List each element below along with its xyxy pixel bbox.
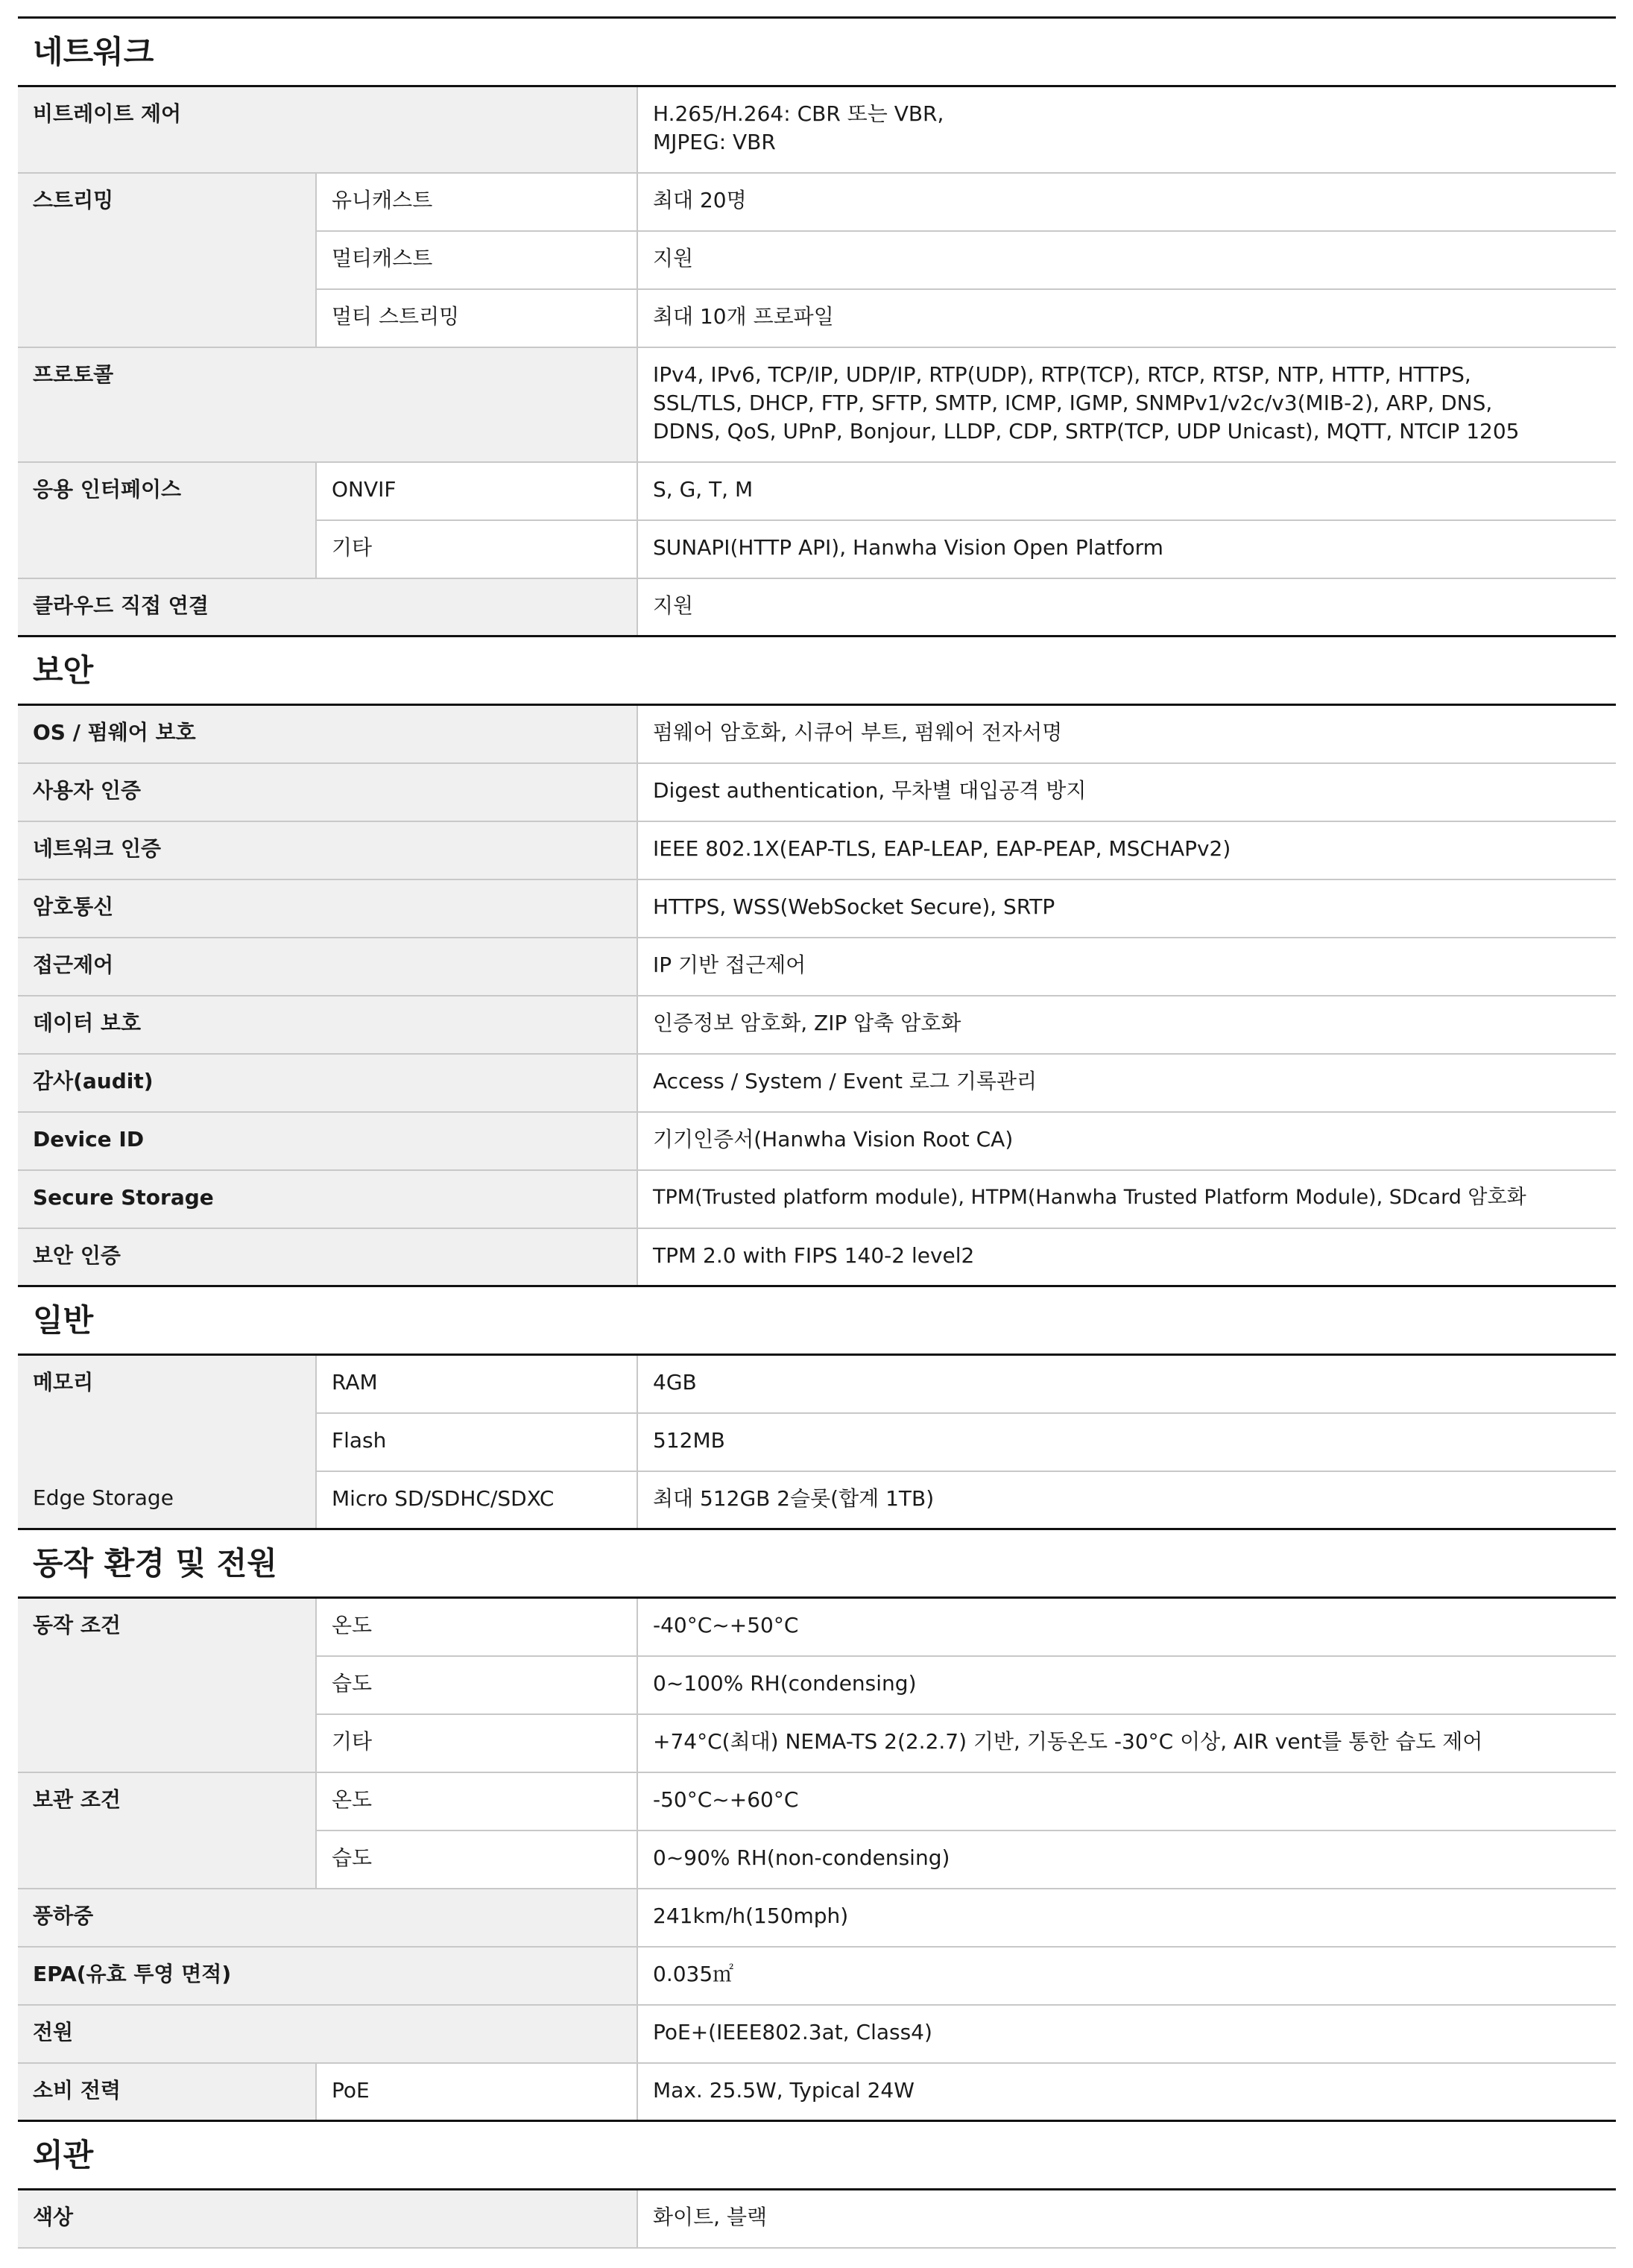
- value-operating-humidity: 0~100% RH(condensing): [637, 1656, 1616, 1714]
- value-power-consumption: Max. 25.5W, Typical 24W: [637, 2063, 1616, 2121]
- label-unicast: 유니캐스트: [316, 173, 637, 231]
- section-title-environment: 동작 환경 및 전원: [18, 1529, 1616, 1598]
- value-edge-storage: 최대 512GB 2슬롯(합계 1TB): [637, 1471, 1616, 1529]
- row-power: [18, 2005, 1616, 2063]
- row-user-auth: [18, 763, 1616, 821]
- row-bitrate: [18, 86, 1616, 173]
- label-epa: EPA(유효 투영 면적): [18, 1947, 637, 2005]
- label-multicast: 멀티캐스트: [316, 231, 637, 289]
- label-app-interface: 응용 인터페이스: [18, 462, 316, 578]
- section-general: [18, 1286, 1616, 1355]
- spec-sheet: [18, 16, 1616, 2249]
- row-secure-storage: [18, 1170, 1616, 1228]
- value-interface-other: SUNAPI(HTTP API), Hanwha Vision Open Platform: [637, 520, 1616, 578]
- row-encryption: [18, 879, 1616, 938]
- label-audit: 감사(audit): [18, 1054, 637, 1112]
- row-certification: [18, 1228, 1616, 1286]
- label-poe: PoE: [316, 2063, 637, 2121]
- label-storage-condition: 보관 조건: [18, 1772, 316, 1889]
- value-audit: Access / System / Event 로그 기록관리: [637, 1054, 1616, 1112]
- value-storage-temperature: -50°C~+60°C: [637, 1772, 1616, 1830]
- value-network-auth: IEEE 802.1X(EAP-TLS, EAP-LEAP, EAP-PEAP, MSCHAPv2): [637, 821, 1616, 879]
- row-cloud: [18, 578, 1616, 637]
- value-operating-other: +74°C(최대) NEMA-TS 2(2.2.7) 기반, 기동온도 -30°C 이상, AIR vent를 통한 습도 제어: [637, 1714, 1616, 1772]
- value-unicast: 최대 20명: [637, 173, 1616, 231]
- value-multi-streaming: 최대 10개 프로파일: [637, 289, 1616, 347]
- value-operating-temperature: -40°C~+50°C: [637, 1598, 1616, 1656]
- row-audit: [18, 1054, 1616, 1112]
- value-color: 화이트, 블랙: [637, 2190, 1616, 2248]
- row-interface-onvif: [18, 462, 1616, 520]
- label-storage-temperature: 온도: [316, 1772, 637, 1830]
- label-interface-other: 기타: [316, 520, 637, 578]
- section-title-appearance: 외관: [18, 2121, 1616, 2190]
- value-onvif: S, G, T, M: [637, 462, 1616, 520]
- label-operating-humidity: 습도: [316, 1656, 637, 1714]
- value-bitrate-line2: MJPEG: VBR: [653, 130, 776, 154]
- label-protocol: 프로토콜: [18, 347, 637, 462]
- label-secure-storage: Secure Storage: [18, 1170, 637, 1228]
- value-certification: TPM 2.0 with FIPS 140-2 level2: [637, 1228, 1616, 1286]
- value-wind-load: 241km/h(150mph): [637, 1889, 1616, 1947]
- label-device-id: Device ID: [18, 1112, 637, 1170]
- value-encryption: HTTPS, WSS(WebSocket Secure), SRTP: [637, 879, 1616, 938]
- label-ram: RAM: [316, 1355, 637, 1413]
- value-ram: 4GB: [637, 1355, 1616, 1413]
- label-streaming: 스트리밍: [18, 173, 316, 347]
- label-encryption: 암호통신: [18, 879, 637, 938]
- value-protocol-line2: SSL/TLS, DHCP, FTP, SFTP, SMTP, ICMP, IGMP, SNMPv1/v2c/v3(MIB-2), ARP, DNS,: [653, 390, 1493, 415]
- value-epa: 0.035㎡: [637, 1947, 1616, 2005]
- label-bitrate: 비트레이트 제어: [18, 86, 637, 173]
- value-cloud: 지원: [637, 578, 1616, 637]
- section-network: [18, 18, 1616, 86]
- row-protocol: [18, 347, 1616, 462]
- value-access-control: IP 기반 접근제어: [637, 938, 1616, 996]
- row-memory-ram: [18, 1355, 1616, 1413]
- value-data-protection: 인증정보 암호화, ZIP 압축 암호화: [637, 996, 1616, 1054]
- row-color: [18, 2190, 1616, 2248]
- section-security: [18, 637, 1616, 705]
- row-os-firmware: [18, 705, 1616, 763]
- value-bitrate-line1: H.265/H.264: CBR 또는 VBR,: [653, 101, 944, 126]
- label-cloud: 클라우드 직접 연결: [18, 578, 637, 637]
- label-onvif: ONVIF: [316, 462, 637, 520]
- value-os-firmware: 펌웨어 암호화, 시큐어 부트, 펌웨어 전자서명: [637, 705, 1616, 763]
- spec-table: [18, 16, 1616, 2249]
- row-streaming-unicast: [18, 173, 1616, 231]
- label-power: 전원: [18, 2005, 637, 2063]
- row-power-consumption: [18, 2063, 1616, 2121]
- label-wind-load: 풍하중: [18, 1889, 637, 1947]
- label-power-consumption: 소비 전력: [18, 2063, 316, 2121]
- value-user-auth: Digest authentication, 무차별 대입공격 방지: [637, 763, 1616, 821]
- value-flash: 512MB: [637, 1413, 1616, 1471]
- row-edge-storage: [18, 1471, 1616, 1529]
- label-operating: 동작 조건: [18, 1598, 316, 1772]
- label-user-auth: 사용자 인증: [18, 763, 637, 821]
- label-memory: 메모리: [18, 1355, 316, 1471]
- section-appearance: [18, 2121, 1616, 2190]
- row-data-protection: [18, 996, 1616, 1054]
- label-color: 색상: [18, 2190, 637, 2248]
- section-title-network: 네트워크: [18, 18, 1616, 86]
- label-access-control: 접근제어: [18, 938, 637, 996]
- label-operating-temperature: 온도: [316, 1598, 637, 1656]
- label-multi-streaming: 멀티 스트리밍: [316, 289, 637, 347]
- section-environment: [18, 1529, 1616, 1598]
- value-secure-storage: TPM(Trusted platform module), HTPM(Hanwha Trusted Platform Module), SDcard 암호화: [637, 1170, 1616, 1228]
- row-network-auth: [18, 821, 1616, 879]
- row-wind-load: [18, 1889, 1616, 1947]
- label-network-auth: 네트워크 인증: [18, 821, 637, 879]
- label-os-firmware: OS / 펌웨어 보호: [18, 705, 637, 763]
- row-access-control: [18, 938, 1616, 996]
- label-storage-humidity: 습도: [316, 1830, 637, 1889]
- value-bitrate: [637, 86, 1616, 173]
- section-title-general: 일반: [18, 1286, 1616, 1355]
- value-protocol-line3: DDNS, QoS, UPnP, Bonjour, LLDP, CDP, SRTP(TCP, UDP Unicast), MQTT, NTCIP 1205: [653, 418, 1520, 443]
- label-certification: 보안 인증: [18, 1228, 637, 1286]
- value-protocol: [637, 347, 1616, 462]
- value-multicast: 지원: [637, 231, 1616, 289]
- label-edge-storage: Edge Storage: [18, 1471, 316, 1529]
- row-storage-temperature: [18, 1772, 1616, 1830]
- value-protocol-line1: IPv4, IPv6, TCP/IP, UDP/IP, RTP(UDP), RTP(TCP), RTCP, RTSP, NTP, HTTP, HTTPS,: [653, 361, 1471, 387]
- row-epa: [18, 1947, 1616, 2005]
- value-power: PoE+(IEEE802.3at, Class4): [637, 2005, 1616, 2063]
- label-edge-storage-type: Micro SD/SDHC/SDXC: [316, 1471, 637, 1529]
- row-operating-temperature: [18, 1598, 1616, 1656]
- value-device-id: 기기인증서(Hanwha Vision Root CA): [637, 1112, 1616, 1170]
- label-data-protection: 데이터 보호: [18, 996, 637, 1054]
- row-device-id: [18, 1112, 1616, 1170]
- section-title-security: 보안: [18, 637, 1616, 705]
- value-storage-humidity: 0~90% RH(non-condensing): [637, 1830, 1616, 1889]
- label-operating-other: 기타: [316, 1714, 637, 1772]
- label-flash: Flash: [316, 1413, 637, 1471]
